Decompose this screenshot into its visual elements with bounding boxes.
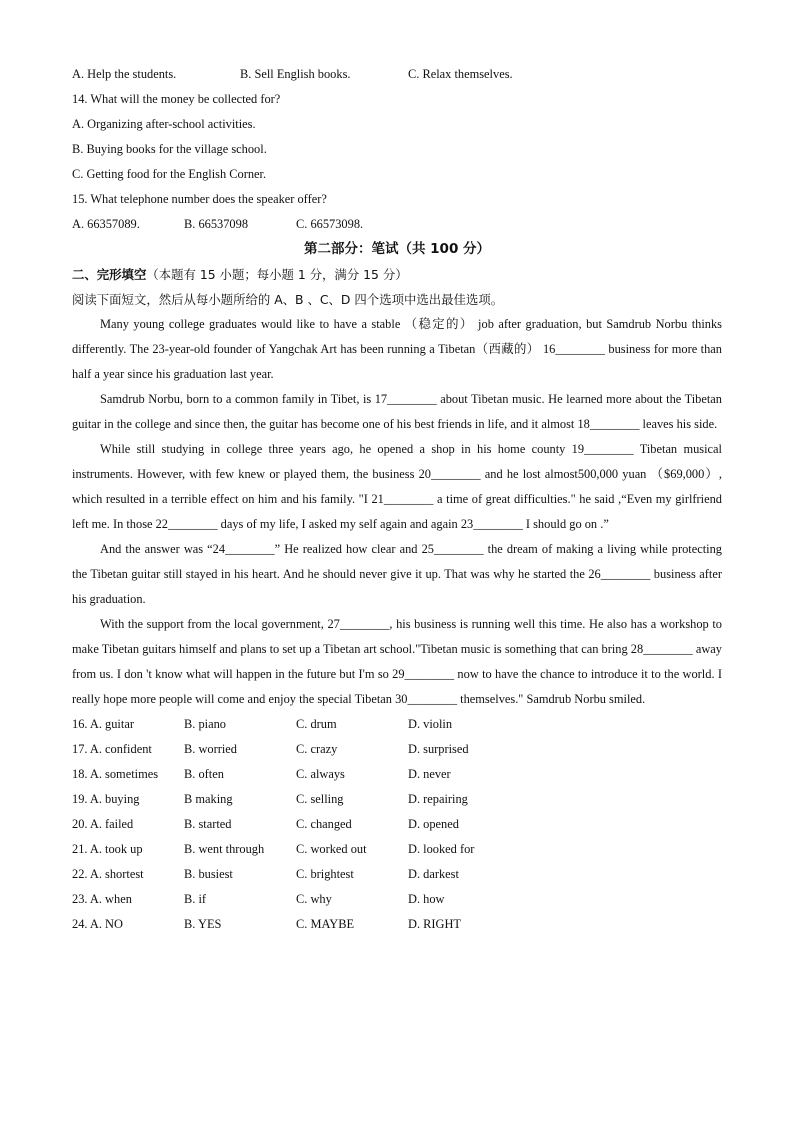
option-a: 24. A. NO [72,917,123,931]
passage-paragraph: Samdrub Norbu, born to a common family in Tibet, is 17________ about Tibetan music. He learned more about the Tibetan guitar in the college and since then, the guitar has become one of his best friends in life, and it almost 18________ leaves his side. [72,392,722,431]
cloze-option-row [72,887,722,912]
q14-option-a: A. Organizing after-school activities. [72,117,256,131]
option-c: C. crazy [296,742,338,756]
section-heading-note: （本题有 15 小题；每小题 1 分，满分 15 分） [146,267,408,282]
option-a: 18. A. sometimes [72,767,159,781]
section-heading-label: 二、完形填空 [72,267,147,282]
section-heading [72,262,722,287]
option-b: B. busiest [184,867,233,881]
option-b: B. worried [184,742,237,756]
option-a: 17. A. confident [72,742,152,756]
option-b: B. often [184,767,224,781]
q15-options [72,212,722,237]
q15-option-b: B. 66537098 [184,217,249,231]
option-d: D. looked for [408,842,475,856]
option-b: B. YES [184,917,222,931]
option-c: C. MAYBE [296,917,355,931]
option-c: C. why [296,892,332,906]
option-c: C. selling [296,792,344,806]
q13-option-c: C. Relax themselves. [408,67,513,81]
option-b: B making [184,792,233,806]
option-a: 19. A. buying [72,792,140,806]
option-d: D. never [408,767,451,781]
q13-option-b: B. Sell English books. [240,67,351,81]
option-c: C. changed [296,817,352,831]
cloze-option-row [72,737,722,762]
cloze-option-row [72,837,722,862]
option-d: D. darkest [408,867,459,881]
cloze-option-row [72,912,722,937]
option-b: B. piano [184,717,226,731]
option-a: 20. A. failed [72,817,134,831]
cloze-options-table [72,712,722,937]
option-d: D. RIGHT [408,917,461,931]
option-a: 16. A. guitar [72,717,134,731]
passage-paragraph: And the answer was “24________” He realized how clear and 25________ the dream of making a living while protecting the Tibetan guitar still stayed in his heart. And he should never give it up. That was why he started the 26________ business after his graduation. [72,542,722,606]
option-b: B. started [184,817,232,831]
option-b: B. went through [184,842,265,856]
option-a: 21. A. took up [72,842,143,856]
cloze-option-row [72,762,722,787]
option-d: D. opened [408,817,459,831]
option-d: D. violin [408,717,453,731]
section-instruction: 阅读下面短文，然后从每小题所给的 A、B 、C、D 四个选项中选出最佳选项。 [72,292,504,307]
option-d: D. surprised [408,742,469,756]
option-d: D. how [408,892,445,906]
exam-page [72,62,722,937]
option-c: C. brightest [296,867,354,881]
passage-paragraph: While still studying in college three years ago, he opened a shop in his home county 19________ Tibetan musical instruments. However, with few knew or played them, the business 20________ and he lost almost500,000 yuan （$69,000）, which resulted in a terrible effect on him and his family. "I 21________ a time of great difficulties." he said ,“Even my girlfriend left me. In those 22________ days of my life, I asked my self again and again 23________ I should go on .” [72,442,722,531]
cloze-option-row [72,862,722,887]
option-c: C. worked out [296,842,367,856]
option-d: D. repairing [408,792,468,806]
cloze-passage [72,312,722,712]
q15-option-c: C. 66573098. [296,217,364,231]
passage-paragraph: With the support from the local government, 27________, his business is running well this time. He also has a workshop to make Tibetan guitars himself and plans to set up a Tibetan art school."Tibetan music is something that can bring 28________ away from us. I don 't know what will happen in the future but I'm so 29________ now to have the chance to introduce it to the world. I really hope more people will come and enjoy the special Tibetan 30________ themselves." Samdrub Norbu smiled. [72,617,722,706]
cloze-option-row [72,787,722,812]
cloze-option-row [72,812,722,837]
option-a: 23. A. when [72,892,132,906]
q14-option-c: C. Getting food for the English Corner. [72,167,267,181]
q13-option-a: A. Help the students. [72,67,177,81]
q14-option-b: B. Buying books for the village school. [72,142,267,156]
q15-stem: 15. What telephone number does the speaker offer? [72,192,327,206]
option-b: B. if [184,892,207,906]
q14-stem: 14. What will the money be collected for? [72,92,281,106]
option-c: C. drum [296,717,337,731]
part2-title: 第二部分：笔试（共 100 分） [303,241,491,257]
q13-options [72,62,722,87]
passage-paragraph: Many young college graduates would like to have a stable （稳定的） job after graduation, but Samdrub Norbu thinks differently. The 23-year-old founder of Yangchak Art has been running a Tibetan（西藏的） 16________ business for more than half a year since his graduation last year. [72,317,722,381]
q15-option-a: A. 66357089. [72,217,140,231]
option-a: 22. A. shortest [72,867,144,881]
option-c: C. always [296,767,345,781]
cloze-option-row [72,712,722,737]
